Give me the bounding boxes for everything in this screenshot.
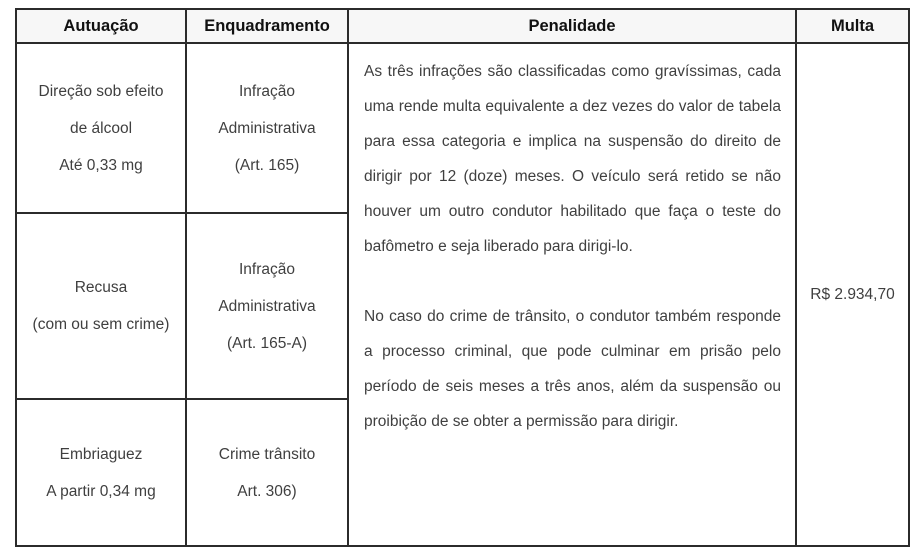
traffic-penalty-table bbox=[15, 8, 910, 547]
cell-penalidade-merged bbox=[348, 43, 796, 546]
enquadramento-row2-line1: Infração bbox=[238, 260, 295, 278]
enquadramento-row1-line3: (Art. 165) bbox=[234, 156, 300, 174]
enquadramento-row3-line1: Crime trânsito bbox=[218, 445, 316, 463]
enquadramento-row2-line3: (Art. 165-A) bbox=[226, 334, 308, 352]
table-row-direcao-sob-efeito bbox=[16, 43, 909, 213]
cell-enquadramento-row1 bbox=[186, 43, 348, 213]
autuacao-row2-line2: (com ou sem crime) bbox=[32, 316, 170, 333]
autuacao-row3-line2: A partir 0,34 mg bbox=[46, 482, 156, 500]
cell-enquadramento-row2 bbox=[186, 213, 348, 399]
enquadramento-row1-line2: Administrativa bbox=[218, 119, 316, 137]
penalidade-paragraph-1: As três infrações são classificadas como gravíssimas, cada uma rende multa equivalente a dez vezes do valor de tabela para essa categoria e implica na suspensão do direito de dirigir por 12 (doze) meses. O veículo será retido se não houver um outro condutor habilitado que faça o teste do bafômetro e seja liberado para dirigi-lo. bbox=[364, 63, 781, 255]
autuacao-row2-line1: Recusa bbox=[74, 279, 128, 296]
column-header-multa: Multa bbox=[796, 9, 909, 43]
autuacao-row1-line3: Até 0,33 mg bbox=[59, 156, 143, 174]
cell-autuacao-row2 bbox=[16, 213, 186, 399]
enquadramento-row1-line1: Infração bbox=[238, 82, 295, 100]
autuacao-row3-line1: Embriaguez bbox=[59, 445, 143, 463]
cell-autuacao-row3 bbox=[16, 399, 186, 546]
enquadramento-row3-line2: Art. 306) bbox=[237, 482, 297, 500]
header-row bbox=[16, 9, 909, 43]
column-header-penalidade: Penalidade bbox=[348, 9, 796, 43]
column-header-enquadramento: Enquadramento bbox=[186, 9, 348, 43]
autuacao-row1-line1: Direção sob efeito bbox=[38, 82, 164, 100]
enquadramento-row2-line2: Administrativa bbox=[218, 297, 316, 315]
autuacao-row1-line2: de álcool bbox=[69, 119, 133, 137]
column-header-autuacao: Autuação bbox=[16, 9, 186, 43]
cell-autuacao-row1 bbox=[16, 43, 186, 213]
penalidade-paragraph-2: No caso do crime de trânsito, o condutor também responde a processo criminal, que pode culminar em prisão pelo período de seis meses a três anos, além da suspensão ou proibição de se obter a permissão para dirigir. bbox=[364, 308, 781, 430]
cell-enquadramento-row3 bbox=[186, 399, 348, 546]
cell-multa-merged: R$ 2.934,70 bbox=[796, 43, 909, 546]
